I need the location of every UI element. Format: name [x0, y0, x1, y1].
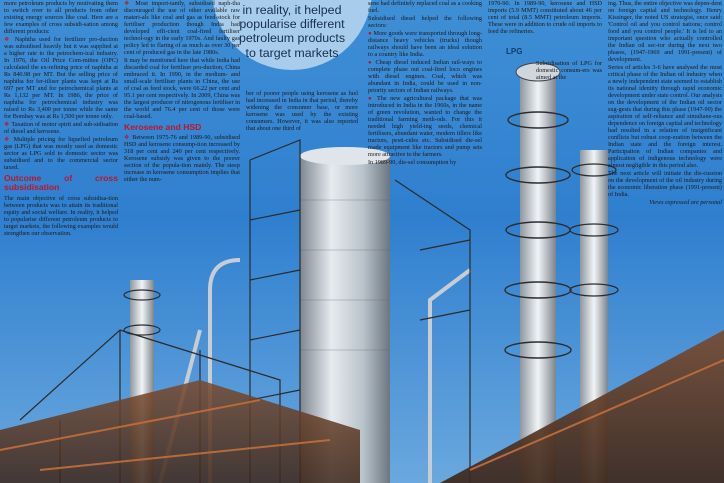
- article-column-4: [368, 0, 482, 230]
- bullet-diamond-icon: ❖: [124, 134, 133, 142]
- paragraph: 1970-90. In 1989-90, kerosene and HSD imports (5.9 MMT) constituted about 46 per cent of total (8.5 MMT) petroleum imports. These were in addition to crude oil imports to feed the refineries.: [488, 0, 602, 35]
- paragraph: ❖ Naphtha used for fertilizer pro-duction was subsidised heavily but it was supplied at a higher rate to the petrochem-ical industry. In 1976, the Oil Price Com-mittee (OPC) calculated the ex-refining price of naphtha at Rs 840.98 per MT. But the selling price of naphtha for fer-tiliser plants was kept at Rs 697 per MT and for petrochemical plants at Rs 1,132 per MT. In 1986, the price of naphtha for petrochemical industry was raised to Rs 3,400 per tonne while the same for Bombay was at Rs 1,500 per tonne only.: [4, 36, 118, 120]
- pull-quote-line: popularise different: [239, 17, 345, 32]
- paragraph: ❖ Taxation of motor spirit and sub-sidisation of diesel and kerosene.: [4, 121, 118, 135]
- paragraph: ● Cheap diesel induced Indian rail-ways to complete phase out coal-fired loco engines with diesel engines. Coal, which was abundant in India, could be used in non-priority sectors of Indian railways.: [368, 59, 482, 94]
- paragraph: Subsidisation of LPG for domestic consum-ers was aimed at the: [536, 60, 602, 81]
- paragraph: In 1989-90, die-sel consumption by: [368, 159, 457, 166]
- bullet-diamond-icon: ❖: [4, 36, 15, 43]
- pull-quote-line: petroleum products: [238, 31, 346, 46]
- author-note: Views expressed are personal: [649, 199, 722, 206]
- pull-quote-line: to target markets: [245, 45, 339, 60]
- paragraph: more petroleum products by motivating them to switch over to all products from other existing energy sources like coal. Here are a few examples of cross subsidi-sation among different products:: [4, 0, 118, 35]
- article-column-1: [4, 0, 118, 272]
- bullet-dot-icon: ●: [368, 95, 378, 102]
- paragraph: ❖ Multiple pricing for liquefied petroleum gas (LPG) that was mostly used as domestic sector as LPG sold to domestic sector was subsidised and to the commercial sector taxed.: [4, 136, 118, 171]
- paragraph: It may be mentioned here that while India had discarded coal for fertiliser pro-duction, China embraced it. In 1990, in the medium- and small-scale fertiliser plants in China, the use of coal as feed stock, were 66.22 per cent and 95.1 per cent respectively. In 2009, China was the largest producer of nitrogenous fertiliser in the world and 76.4 per cent of those were coal-based.: [124, 57, 240, 120]
- bullet-diamond-icon: ❖: [124, 0, 136, 7]
- paragraph: Subsidised diesel helped the following sectors:: [368, 15, 482, 29]
- section-heading: Outcome of cross subsidisation: [4, 173, 118, 193]
- paragraph: The main objective of cross subsidisa-tion between products was to attain its traditional equity and social welfare. In reality, it helped to popularise different petroleum products to target markets, the following examples would strengthen our observation.: [4, 194, 118, 237]
- article-column-5b: [536, 60, 602, 84]
- bullet-dot-icon: ●: [368, 30, 374, 37]
- bullet-dot-icon: ●: [368, 59, 376, 66]
- article-column-5: [488, 0, 602, 40]
- paragraph: ber of poorer people using kerosene as fuel had increased in India in that period, thereby widening the consumer base, or more kerosene was used by the existing consumers. However, it was also reported that about one third of: [246, 90, 358, 132]
- paragraph: ● The new agricultural package that was introduced in India in the 1960s, in the name of green revolution, wanted to change the traditional farming meth-ods. For this it needed high yield-ing seeds, chemical fertilisers, abundant water, modern tillers like tractors, pesti-cides etc. Subsidised die-sel made equipment like tractors and pump sets more attractive to the farmers.: [368, 95, 482, 158]
- article-column-2: [124, 0, 240, 210]
- paragraph: The next article will initiate the dis-cussion on the development of the oil industry during the economic liberation phase (1991-present) of India.: [608, 170, 722, 198]
- paragraph: ● More goods were transported through long-distance heavy vehicles (trucks) though railways should have been an ideal solution to a country like India.: [368, 30, 482, 58]
- bullet-diamond-icon: ❖: [4, 136, 14, 143]
- section-heading: Kerosene and HSD: [124, 122, 202, 132]
- bullet-diamond-icon: ❖: [4, 121, 12, 128]
- article-column-3: [246, 90, 358, 136]
- paragraph: Series of articles 3-6 have analysed the most critical phase of the Indian oil industry when a newly independent state seemed to establish its national identity through rapid economic development under state control. Our analysis on the development of the Indian oil sector sug-gests that during this phase (1947-90) the aspiration of self-reliance and simultane-ous dependence on foreign capital and technology had resulted in a relation of insignificant conflicts but robust coop-eration between the Indian state and the foreign interest. Participation of Indian companies and application of indigenous technology were almost negligible in this period also.: [608, 64, 722, 169]
- pull-quote-line: in reality, it helped: [242, 3, 342, 17]
- article-column-6: [608, 0, 722, 232]
- paragraph: ❖ Between 1975-76 and 1989-90, subsidised HSD and kerosene consump-tion increased by 318 per cent and 240 per cent respectively. Kerosene subsidy was given to the poorer section of the popula-tion mainly. The steep increase in kerosene consumption implies that either the num-: [124, 134, 240, 184]
- paragraph: ing. Thus, the entire objective was depen-dent on foreign capital and technology. Henry Kissinger, the noted US strategist, once said: 'Control oil and you control nations; control food and you control people.' It is led to an important question who actually controlled the Indian oil sec-tor during the next two phases, (1947-1969 and 1991-present) of development.: [608, 0, 722, 63]
- paragraph: sene had definitely replaced coal as a cooking fuel.: [368, 0, 482, 14]
- lpg-heading: LPG: [506, 47, 523, 56]
- paragraph: ❖ Most import-tantly, subsidised naph-tha discouraged the use of other available raw materi-als like coal and gas as feed-stock for fertiliser production though India had developed effi-cient coal-fired fertiliser technol-ogy in the early 1970s. And faulty gas policy led to flaring of as much as over 30 per cent of produced gas in the late 1980s.: [124, 0, 240, 56]
